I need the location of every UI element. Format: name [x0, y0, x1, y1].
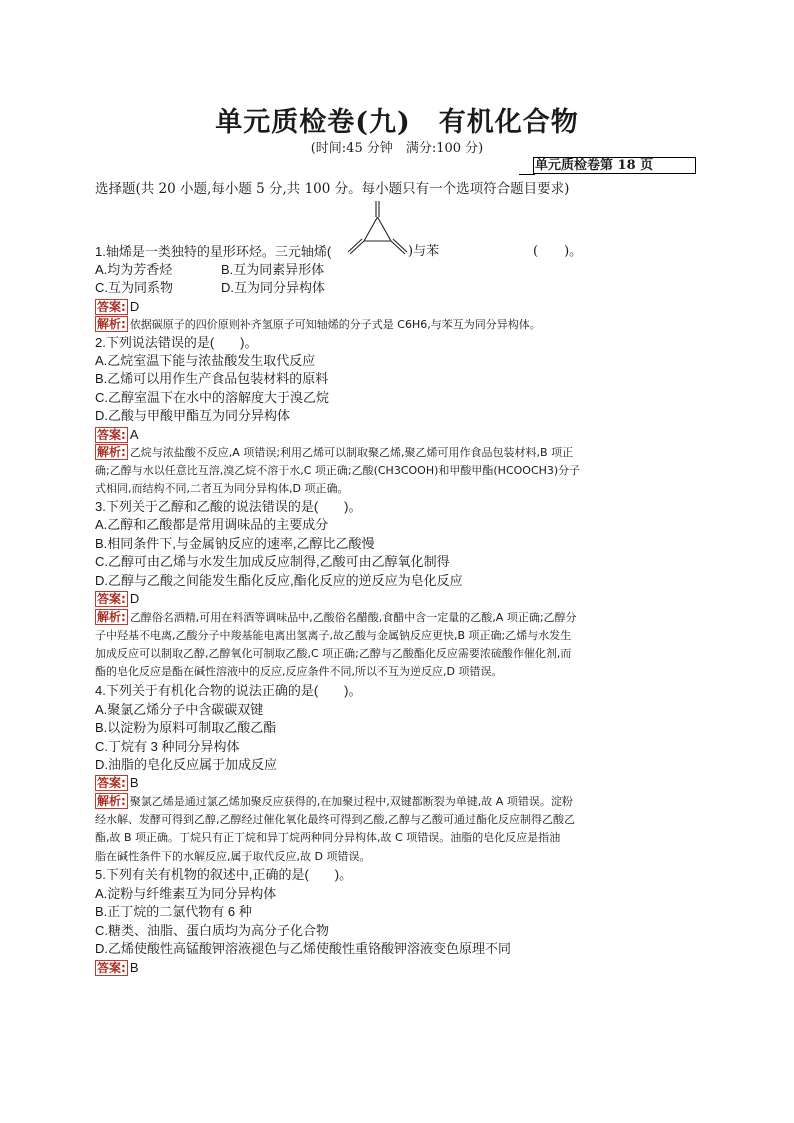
option-a: A.聚氯乙烯分子中含碳碳双键: [95, 702, 264, 717]
question-3-stem: 3.下列关于乙醇和乙酸的说法错误的是( )。: [95, 499, 362, 514]
header-rule: [519, 174, 535, 175]
analysis-text: 乙醇俗名酒精,可用在料酒等调味品中,乙酸俗名醋酸,食醋中含一定量的乙酸,A 项正确;乙醇分: [129, 611, 577, 624]
option-c: C.乙醇可由乙烯与水发生加成反应制得,乙酸可由乙醇氧化制得: [95, 554, 450, 569]
answer-tag: 答案:: [97, 592, 126, 606]
question-4-analysis: [95, 793, 573, 811]
option-b: B.互为同素异形体: [221, 262, 325, 277]
analysis-tag: 解析:: [97, 317, 126, 331]
option-d: D.乙酸与甲酸甲酯互为同分异构体: [95, 408, 291, 423]
option-d: D.油脂的皂化反应属于加成反应: [95, 757, 278, 772]
question-4-stem: 4.下列关于有机化合物的说法正确的是( )。: [95, 683, 362, 698]
option-c: C.糖类、油脂、蛋白质均为高分子化合物: [95, 923, 330, 938]
question-5-stem: 5.下列有关有机物的叙述中,正确的是( )。: [95, 867, 353, 882]
question-3-analysis: [95, 609, 577, 627]
question-5-answer: [95, 959, 138, 977]
question-4-answer: [95, 774, 138, 792]
option-b: B.相同条件下,与金属钠反应的速率,乙醇比乙酸慢: [95, 536, 375, 551]
option-c: C.互为同系物: [95, 280, 174, 295]
answer-value: D: [129, 299, 140, 314]
question-1-stem: 1.轴烯是一类独特的星形环烃。三元轴烯(: [95, 244, 332, 259]
answer-tag: 答案:: [97, 961, 126, 975]
answer-tag: 答案:: [97, 300, 126, 314]
answer-value: B: [129, 960, 139, 975]
analysis-text: 酯,故 B 项正确。丁烷只有正丁烷和异丁烷两种同分异构体,故 C 项错误。油脂的皂化反应是指油: [95, 831, 561, 844]
option-a: A.乙烷室温下能与浓盐酸发生取代反应: [95, 353, 316, 368]
analysis-tag: 解析:: [97, 794, 126, 808]
analysis-text: 子中羟基不电离,乙酸分子中羧基能电离出氢离子,故乙酸与金属钠反应更快,B 项正确;乙烯与水发生: [95, 629, 572, 642]
question-1-stem-end: )与苯: [408, 244, 440, 259]
option-b: B.乙烯可以用作生产食品包装材料的原料: [95, 371, 329, 386]
analysis-tag: 解析:: [97, 610, 126, 624]
question-1-answer: [95, 298, 139, 316]
option-a: A.乙醇和乙酸都是常用调味品的主要成分: [95, 517, 329, 532]
analysis-text: 确;乙醇与水以任意比互溶,溴乙烷不溶于水,C 项正确;乙酸(CH3COOH)和甲酸甲酯(HCOOCH3)分子: [95, 464, 581, 477]
analysis-text: 依据碳原子的四价原则补齐氢原子可知轴烯的分子式是 C6H6,与苯互为同分异构体。: [129, 318, 541, 331]
analysis-text: 脂在碱性条件下的水解反应,属于取代反应,故 D 项错误。: [95, 850, 371, 863]
option-d: D.互为同分异构体: [221, 280, 326, 295]
analysis-text: 乙烷与浓盐酸不反应,A 项错误;利用乙烯可以制取聚乙烯,聚乙烯可用作食品包装材料,B 项正: [129, 446, 574, 459]
answer-value: A: [129, 427, 139, 442]
option-a: A.均为芳香烃: [95, 262, 173, 277]
option-c: C.乙醇室温下在水中的溶解度大于溴乙烷: [95, 390, 330, 405]
page-subtitle: (时间:45 分钟 满分:100 分): [310, 141, 484, 156]
option-a: A.淀粉与纤维素互为同分异构体: [95, 886, 277, 901]
triaxial-ene-structure-icon: [343, 199, 409, 261]
analysis-text: 式相同,而结构不同,二者互为同分异构体,D 项正确。: [95, 482, 349, 495]
question-1-analysis: [95, 316, 541, 334]
option-c: C.丁烷有 3 种同分异构体: [95, 739, 240, 754]
instructions: 选择题(共 20 小题,每小题 5 分,共 100 分。每小题只有一个选项符合题目要求): [95, 181, 570, 197]
question-2-answer: [95, 426, 138, 444]
answer-tag: 答案:: [97, 428, 126, 442]
answer-tag: 答案:: [97, 776, 126, 790]
analysis-text: 聚氯乙烯是通过氯乙烯加聚反应获得的,在加聚过程中,双键都断裂为单键,故 A 项错误。淀粉: [129, 795, 573, 808]
section-tag: 单元质检卷第 18 页: [533, 157, 696, 174]
question-1-options-row-1: [95, 261, 324, 279]
question-1-blank: ( )。: [533, 244, 583, 259]
question-2-analysis: [95, 444, 573, 462]
question-3-answer: [95, 590, 139, 608]
analysis-text: 经水解、发酵可得到乙醇,乙醇经过催化氧化最终可得到乙酸,乙醇与乙酸可通过酯化反应制得乙酸乙: [95, 813, 575, 826]
analysis-text: 加成反应可以制取乙醇,乙醇氧化可制取乙酸,C 项正确;乙醇与乙酸酯化反应需要浓硫酸作催化剂,而: [95, 647, 572, 660]
answer-value: B: [129, 775, 139, 790]
page-title: 单元质检卷(九) 有机化合物: [215, 107, 579, 138]
option-d: D.乙烯使酸性高锰酸钾溶液褪色与乙烯使酸性重铬酸钾溶液变色原理不同: [95, 941, 512, 956]
question-1-options-row-2: [95, 279, 325, 297]
option-b: B.以淀粉为原料可制取乙酸乙酯: [95, 720, 277, 735]
answer-value: D: [129, 591, 140, 606]
question-2-stem: 2.下列说法错误的是( )。: [95, 335, 258, 350]
option-d: D.乙醇与乙酸之间能发生酯化反应,酯化反应的逆反应为皂化反应: [95, 573, 463, 588]
option-b: B.正丁烷的二氯代物有 6 种: [95, 904, 252, 919]
analysis-text: 酯的皂化反应是酯在碱性溶液中的反应,反应条件不同,所以不互为逆反应,D 项错误。: [95, 665, 503, 678]
analysis-tag: 解析:: [97, 445, 126, 459]
